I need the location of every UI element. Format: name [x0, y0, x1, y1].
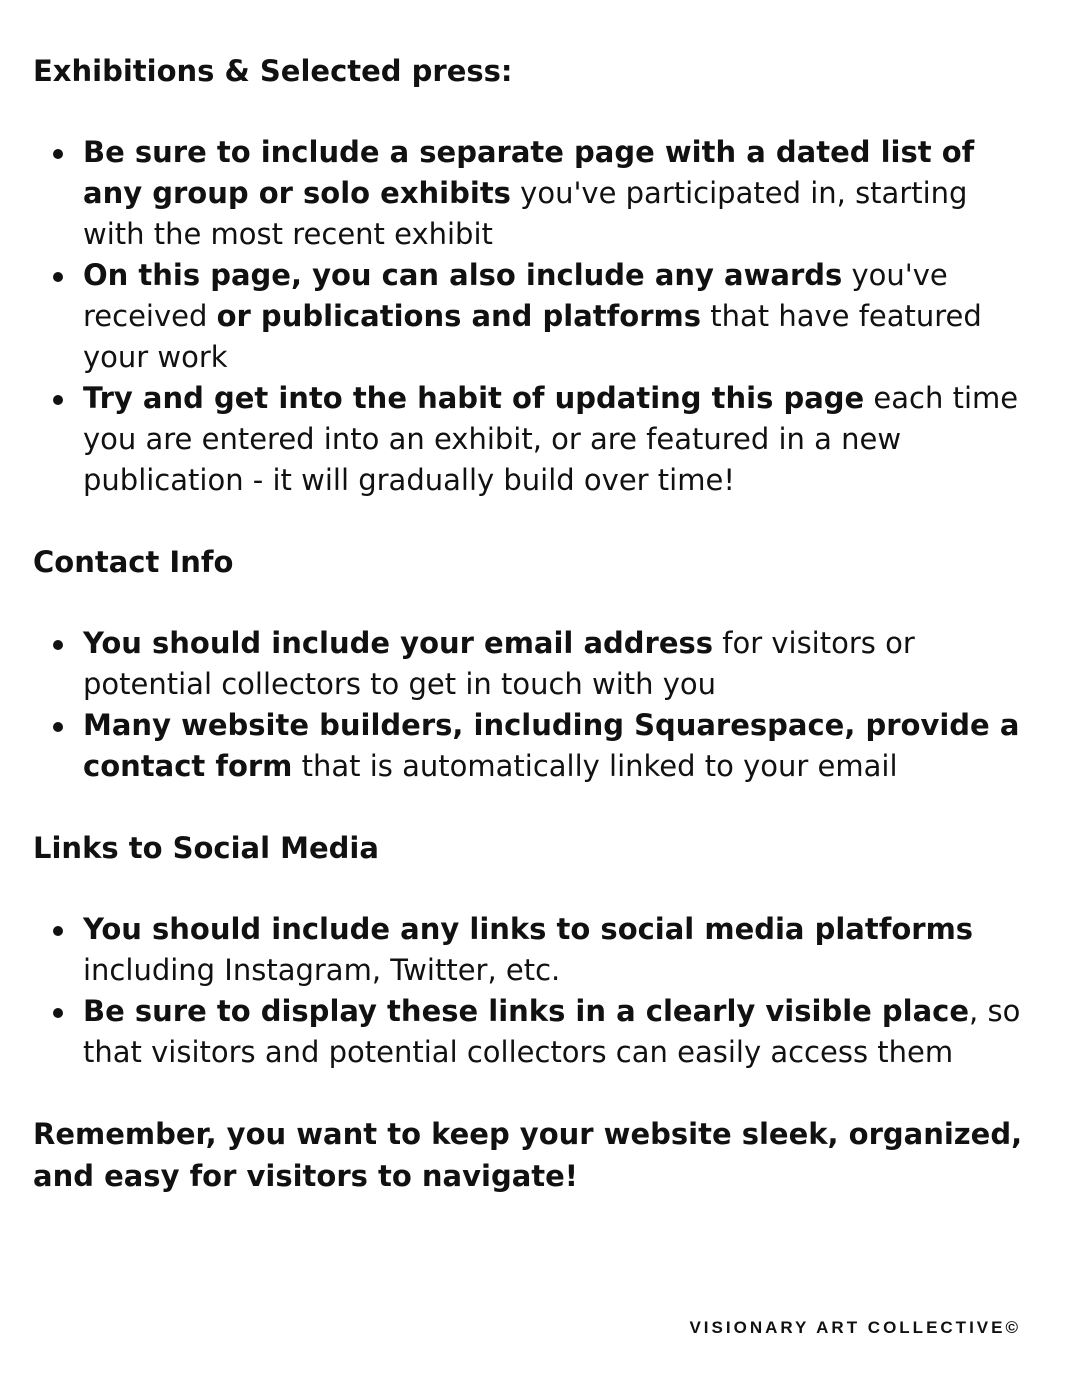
- document-body: [33, 50, 1023, 1197]
- footer-brand: VISIONARY ART COLLECTIVE©: [689, 1318, 1021, 1337]
- body-text: that have featured your work: [83, 299, 982, 374]
- list-item: [83, 909, 1023, 991]
- section-heading-exhibitions: Exhibitions & Selected press:: [33, 54, 513, 88]
- body-text: each time you are entered into an exhibit, or are featured in a new publication - it will gradually build over time!: [83, 381, 1019, 497]
- closing-remark: Remember, you want to keep your website sleek, organized, and easy for visitors to navigate!: [33, 1117, 1023, 1193]
- list-item: [83, 132, 1023, 255]
- bold-text: or publications and platforms: [216, 299, 701, 333]
- contact-info-list: [33, 623, 1023, 787]
- list-item: [83, 255, 1023, 378]
- bold-text: Be sure to include a separate page with a dated list of any group or solo exhibits: [83, 135, 975, 210]
- bold-text: Many website builders, including Squarespace, provide a contact form: [83, 708, 1020, 783]
- bold-text: On this page, you can also include any awards: [83, 258, 843, 292]
- body-text: including Instagram, Twitter, etc.: [83, 953, 561, 987]
- list-item: [83, 623, 1023, 705]
- body-text: , so that visitors and potential collectors can easily access them: [83, 994, 1021, 1069]
- body-text: you've received: [83, 258, 948, 333]
- social-media-list: [33, 909, 1023, 1073]
- list-item: [83, 378, 1023, 501]
- body-text: that is automatically linked to your email: [292, 749, 898, 783]
- bold-text: You should include any links to social media platforms: [83, 912, 974, 946]
- section-heading-contact-info: Contact Info: [33, 545, 234, 579]
- bold-text: Try and get into the habit of updating this page: [83, 381, 865, 415]
- body-text: you've participated in, starting with the most recent exhibit: [83, 176, 968, 251]
- section-heading-social-media: Links to Social Media: [33, 831, 379, 865]
- list-item: [83, 991, 1023, 1073]
- body-text: for visitors or potential collectors to get in touch with you: [83, 626, 915, 701]
- bold-text: Be sure to display these links in a clearly visible place: [83, 994, 970, 1028]
- exhibitions-list: [33, 132, 1023, 501]
- list-item: [83, 705, 1023, 787]
- bold-text: You should include your email address: [83, 626, 714, 660]
